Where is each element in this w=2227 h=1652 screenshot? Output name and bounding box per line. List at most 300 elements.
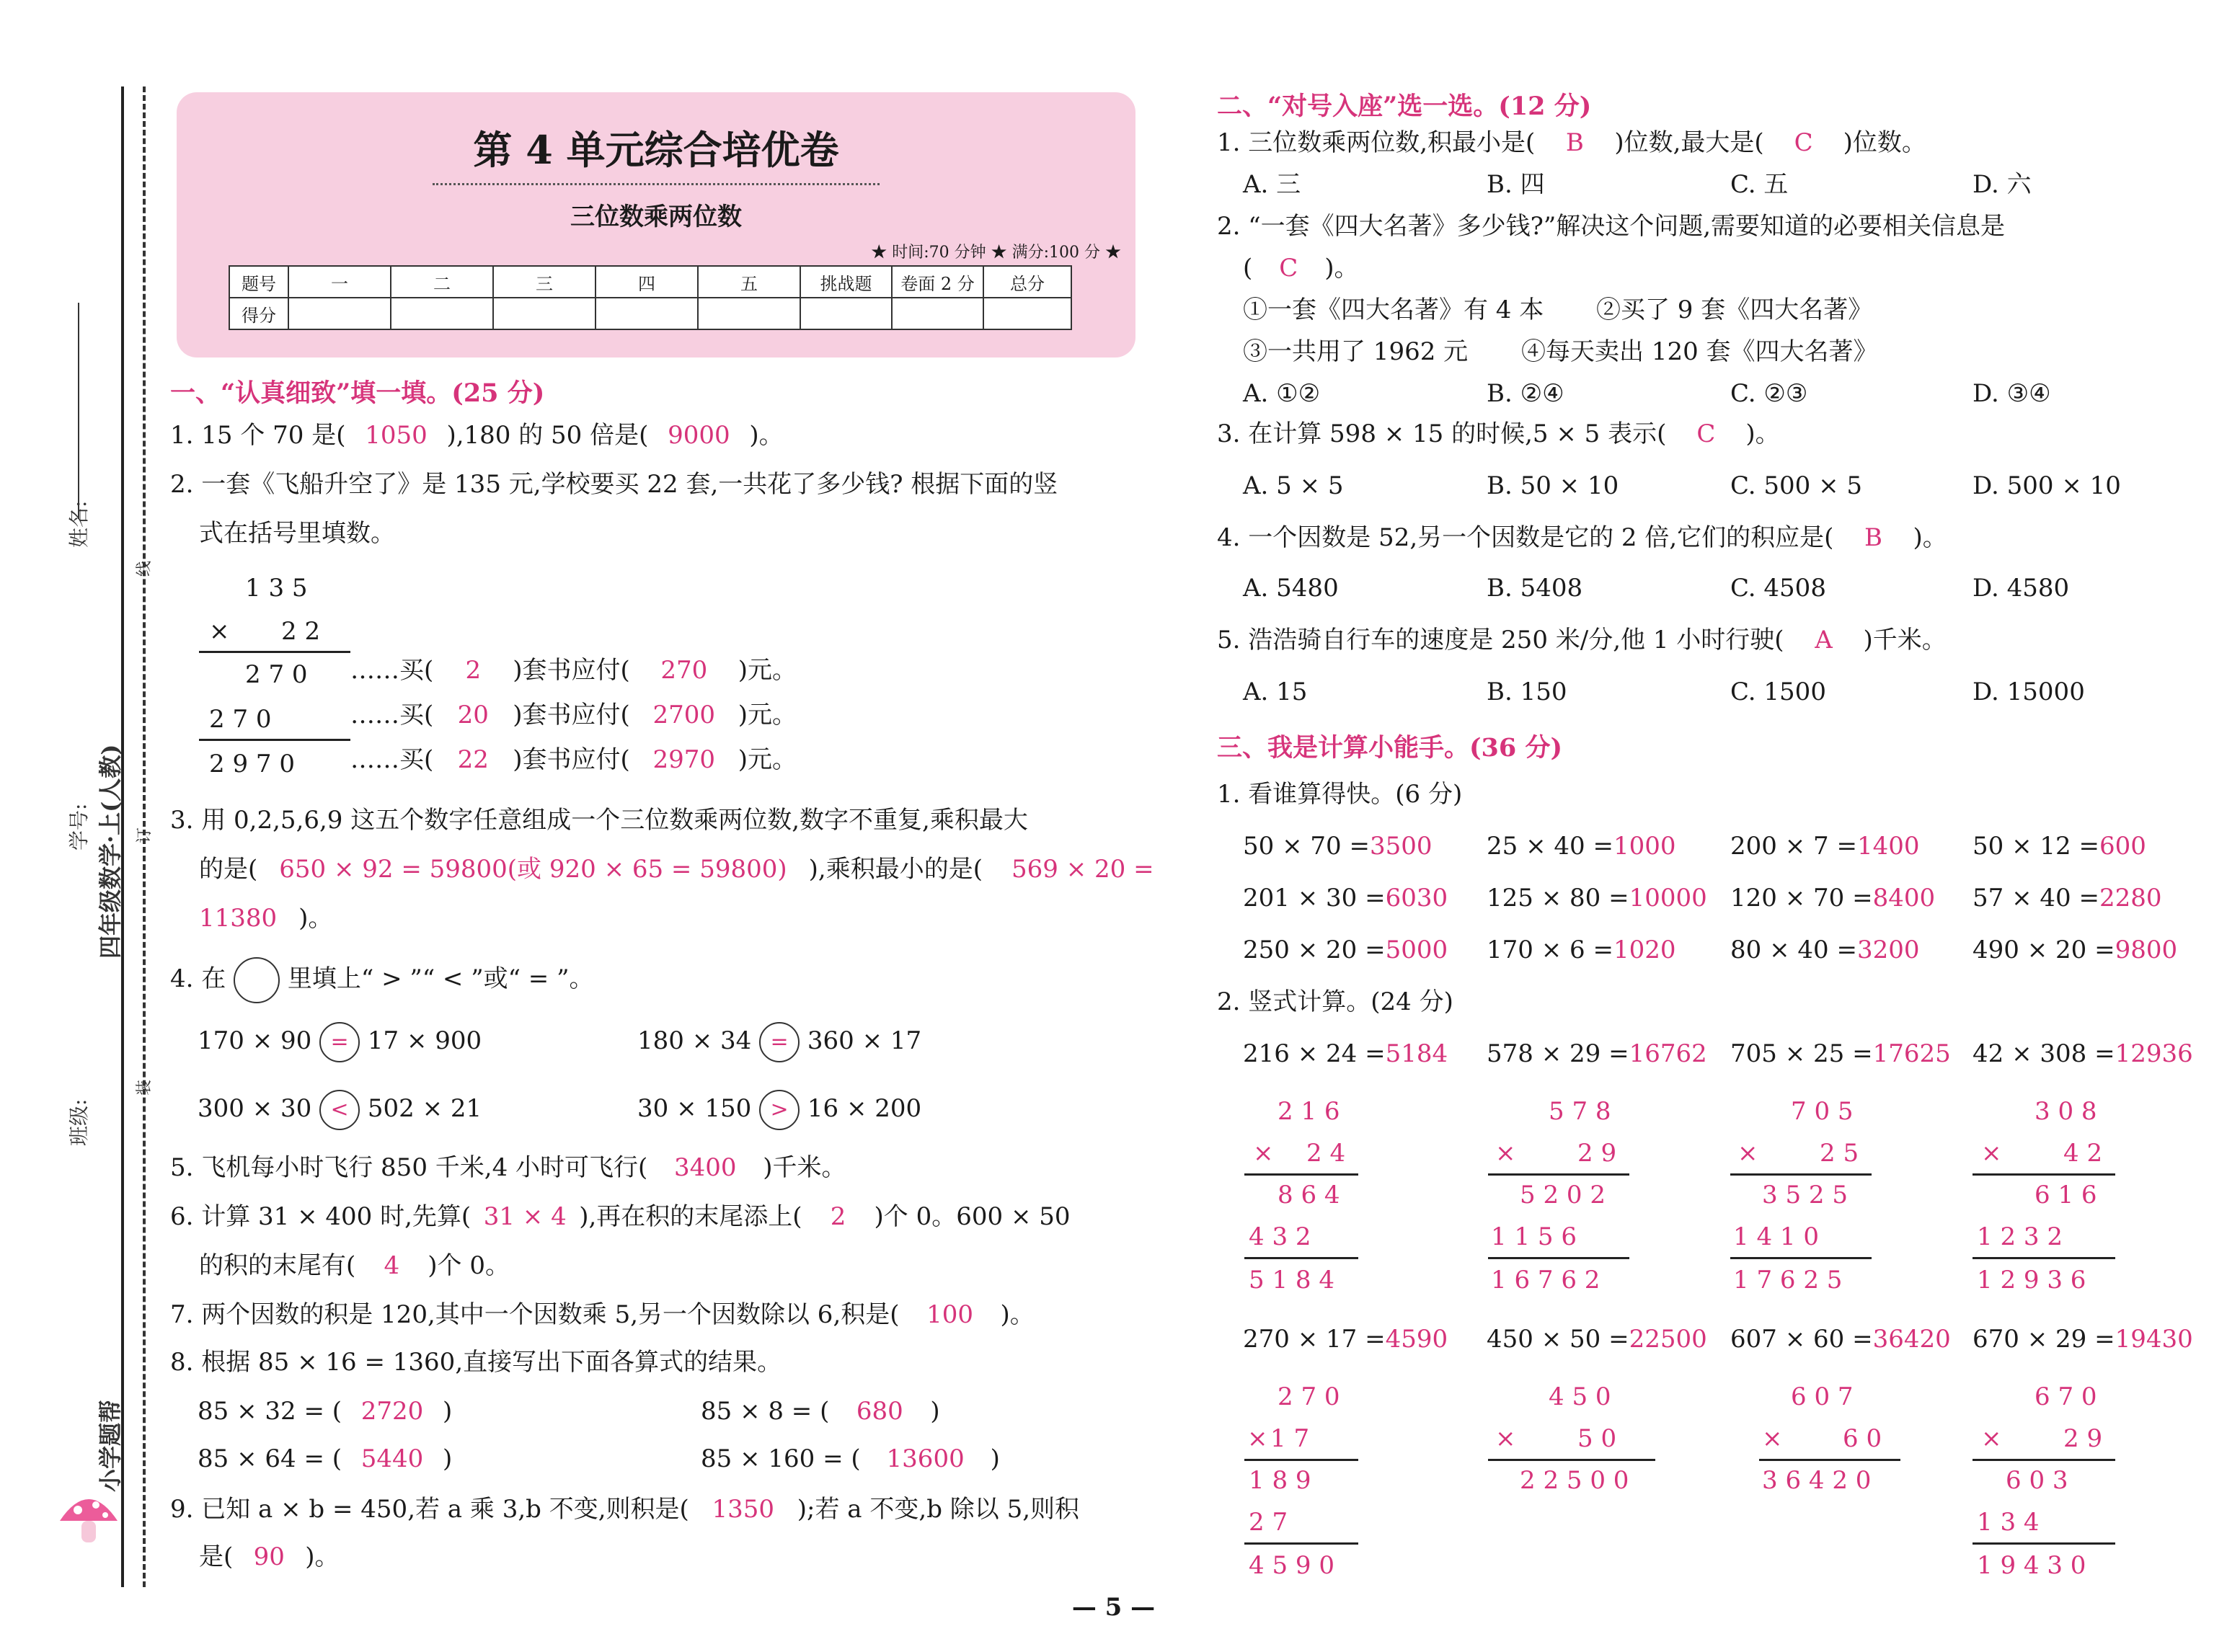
- q2-2-opt: D. ③④: [1973, 379, 2051, 408]
- margin-grade-label: 四年级数学·上(人教): [97, 744, 124, 959]
- oral-calc: [1973, 936, 2177, 965]
- q-text: ): [443, 1444, 453, 1473]
- vert-digits: 3 5 2 5: [1762, 1181, 1848, 1209]
- q1-8-e4: [701, 1444, 1000, 1474]
- answer: 1400: [1856, 832, 1920, 861]
- q2-2-opt: C. ②③: [1730, 379, 1808, 408]
- q-text: )。: [1324, 254, 1359, 283]
- vert-digits: 7 0 5: [1791, 1097, 1854, 1126]
- vert-rule: [199, 739, 350, 741]
- q2-4-opt: C. 4508: [1730, 574, 1826, 603]
- q1-4: [170, 957, 593, 1003]
- vert-times: ×: [1253, 1139, 1274, 1168]
- vert-digits: 4 5 9 0: [1249, 1551, 1334, 1580]
- q2-2-info: ②买了 9 套《四大名著》: [1596, 296, 1873, 324]
- answer: B: [1864, 523, 1882, 552]
- written-calc: [1243, 1039, 1448, 1069]
- score-cell[interactable]: [892, 298, 983, 329]
- q-text: 705 × 25 =: [1730, 1039, 1873, 1068]
- q2-2-info: ①一套《四大名著》有 4 本: [1243, 296, 1544, 324]
- q-text: 85 × 32 = (: [198, 1397, 342, 1426]
- answer: 13600: [886, 1444, 965, 1473]
- q-text: 30 × 150: [637, 1094, 752, 1123]
- answer: 31 × 4: [483, 1202, 567, 1231]
- q-text: )。: [749, 421, 784, 450]
- score-header-cell: 三: [493, 266, 596, 298]
- q2-1-opt: C. 五: [1730, 170, 1789, 199]
- vert-digits: 3 0 8: [2035, 1097, 2097, 1126]
- q-text: )元。: [738, 745, 797, 774]
- vert-digits: 5 7 8: [1549, 1097, 1611, 1126]
- q1-6-line2: [199, 1251, 510, 1281]
- score-cell[interactable]: [596, 298, 698, 329]
- vert-rule: [1759, 1459, 1900, 1461]
- q-text: )。: [298, 904, 333, 933]
- score-header-cell: 二: [391, 266, 493, 298]
- answer: 2280: [2099, 884, 2162, 912]
- answer: 1000: [1613, 832, 1676, 861]
- vert-digits: 2 2 5 0 0: [1520, 1466, 1629, 1495]
- q2-4: [1217, 523, 1947, 553]
- answer: 90: [253, 1542, 285, 1571]
- compare-answer: =: [319, 1022, 360, 1062]
- q-text: 170 × 90: [198, 1026, 312, 1055]
- q2-2-line2: [1243, 254, 1359, 283]
- q1-2-fill3: [350, 745, 797, 775]
- vert-digits: 6 0 3: [2006, 1466, 2068, 1495]
- compare-3: [198, 1090, 482, 1130]
- margin-name-label: 姓名:: [67, 500, 91, 548]
- q-text: 3. 在计算 598 × 15 的时候,5 × 5 表示(: [1217, 419, 1667, 448]
- q2-4-opt: A. 5480: [1243, 574, 1339, 603]
- q-text: 17 × 900: [367, 1026, 482, 1055]
- score-header-cell: 题号: [229, 266, 288, 298]
- q1-2-line2: 式在括号里填数。: [199, 519, 395, 548]
- answer: B: [1565, 128, 1584, 157]
- vert-digits: 6 0 7: [1791, 1382, 1854, 1411]
- vert-digits: 2 4: [1306, 1139, 1346, 1168]
- q-text: 120 × 70 =: [1730, 884, 1873, 912]
- q-text: 250 × 20 =: [1243, 936, 1386, 964]
- vert-digits: 4 3 2: [1249, 1222, 1311, 1251]
- q-text: 4. 在: [170, 964, 226, 993]
- answer: 36420: [1872, 1325, 1951, 1354]
- score-header-cell: 四: [596, 266, 698, 298]
- q-text: 16 × 200: [807, 1094, 922, 1123]
- vert-digits: 2 9: [2063, 1424, 2103, 1453]
- q1-3-line1: 3. 用 0,2,5,6,9 这五个数字任意组成一个三位数乘两位数,数字不重复,乘积最大: [170, 806, 1028, 835]
- cut-mark-bind: 装: [136, 1079, 154, 1096]
- answer: 22: [457, 745, 489, 774]
- q-text: 5. 浩浩骑自行车的速度是 250 米/分,他 1 小时行驶(: [1217, 626, 1784, 654]
- q-text: )元。: [738, 656, 797, 685]
- q-text: 1. 15 个 70 是(: [170, 421, 346, 450]
- answer: 5000: [1385, 936, 1448, 964]
- oral-calc: [1243, 936, 1448, 965]
- margin-brand: 小学题帮: [97, 1399, 124, 1492]
- vert-row2: 2 7 0: [209, 705, 272, 734]
- q1-3-line3: [199, 904, 332, 933]
- answer: 2970: [652, 745, 716, 774]
- vert-digits: 2 7: [1249, 1508, 1288, 1537]
- oral-calc: [1973, 884, 2161, 913]
- compare-4: [637, 1090, 921, 1130]
- q3-2-title: 2. 竖式计算。(24 分): [1217, 987, 1453, 1016]
- vert-digits: 8 6 4: [1278, 1181, 1340, 1209]
- q-text: )套书应付(: [513, 701, 630, 729]
- vert-times: ×: [1737, 1139, 1758, 1168]
- score-cell[interactable]: [391, 298, 493, 329]
- q2-2-opt: B. ②④: [1487, 379, 1564, 408]
- q-text: 201 × 30 =: [1243, 884, 1386, 912]
- answer: 3200: [1856, 936, 1920, 964]
- vert-rule: [1730, 1257, 1872, 1259]
- q-text: )千米。: [763, 1153, 846, 1182]
- answer: C: [1794, 128, 1813, 157]
- answer: 569 × 20 =: [1011, 855, 1154, 884]
- vert-rule: [1973, 1173, 2115, 1176]
- vert-top: 1 3 5: [245, 574, 308, 603]
- q-text: )千米。: [1863, 626, 1947, 654]
- q-text: 9. 已知 a × b = 450,若 a 乘 3,b 不变,则积是(: [170, 1495, 689, 1524]
- q1-2-fill1: [350, 656, 797, 685]
- margin-name-underline: [78, 303, 79, 519]
- exam-header: [177, 92, 1135, 358]
- vert-digits: 2 5: [1820, 1139, 1859, 1168]
- title-divider: [433, 183, 880, 185]
- q-text: 578 × 29 =: [1487, 1039, 1629, 1068]
- q-text: 490 × 20 =: [1973, 936, 2115, 964]
- answer: 6030: [1385, 884, 1448, 912]
- vert-digits: 3 6 4 2 0: [1762, 1466, 1872, 1495]
- margin-id-label: 学号:: [67, 803, 91, 851]
- answer: 11380: [199, 904, 278, 933]
- exam-subtitle: 三位数乘两位数: [570, 203, 742, 231]
- answer: 9000: [668, 421, 730, 450]
- answer: 4: [384, 1251, 400, 1280]
- score-header-cell: 挑战题: [800, 266, 892, 298]
- vert-rule: [1973, 1459, 2115, 1461]
- vert-times: ×: [1762, 1424, 1783, 1453]
- vert-times: ×: [1981, 1424, 2002, 1453]
- q-text: 里填上“ > ”“ < ”或“ = ”。: [287, 964, 594, 993]
- vert-digits: 1 2 3 2: [1977, 1222, 2063, 1251]
- q-text: )个 0。: [428, 1251, 510, 1280]
- q-text: ……买(: [350, 656, 434, 685]
- written-calc: [1730, 1039, 1951, 1069]
- section-1-title: 一、“认真细致”填一填。(25 分): [170, 378, 545, 408]
- compare-1: [198, 1022, 482, 1062]
- q-text: 5. 飞机每小时飞行 850 千米,4 小时可飞行(: [170, 1153, 648, 1182]
- answer: 3400: [674, 1153, 737, 1182]
- margin-class-label: 班级:: [67, 1098, 91, 1146]
- q-text: )位数,最大是(: [1614, 128, 1764, 157]
- vert-digits: 2 9: [1577, 1139, 1617, 1168]
- answer: 5184: [1385, 1039, 1448, 1068]
- q2-5-opt: B. 150: [1487, 678, 1567, 706]
- mushroom-logo: [56, 1485, 121, 1550]
- q-text: ……买(: [350, 745, 434, 774]
- q2-3-opt: D. 500 × 10: [1973, 471, 2121, 500]
- score-cell[interactable]: [800, 298, 892, 329]
- q1-2-fill2: [350, 701, 797, 730]
- q-text: )套书应付(: [513, 745, 630, 774]
- cut-mark-staple: 订: [136, 827, 154, 843]
- vert-digits: 1 7: [1270, 1424, 1310, 1453]
- score-table: [229, 265, 1072, 330]
- q-text: )位数。: [1843, 128, 1926, 157]
- oral-calc: [1243, 832, 1432, 861]
- q-text: 1. 三位数乘两位数,积最小是(: [1217, 128, 1536, 157]
- vert-digits: 4 2: [2063, 1139, 2103, 1168]
- q-text: )。: [1000, 1300, 1035, 1329]
- vert-rule: [1244, 1257, 1358, 1259]
- vert-digits: 1 6 7 6 2: [1491, 1266, 1600, 1294]
- vert-digits: 5 1 8 4: [1249, 1266, 1334, 1294]
- vert-rule: [1244, 1459, 1358, 1461]
- q1-2-line1: 2. 一套《飞船升空了》是 135 元,学校要买 22 套,一共花了多少钱? 根据下面的竖: [170, 470, 1058, 499]
- answer: 3500: [1369, 832, 1433, 861]
- answer: 600: [2099, 832, 2146, 861]
- vert-row1: 2 7 0: [245, 660, 308, 689]
- compare-answer: =: [759, 1022, 800, 1062]
- answer: 270: [660, 656, 708, 685]
- answer: 1350: [712, 1495, 775, 1524]
- score-cell[interactable]: [698, 298, 800, 329]
- q-text: 360 × 17: [807, 1026, 922, 1055]
- vert-digits: 5 0: [1577, 1424, 1617, 1453]
- vert-digits: 1 8 9: [1249, 1466, 1311, 1495]
- vert-times: ×: [209, 617, 230, 646]
- q-text: 50 × 70 =: [1243, 832, 1370, 861]
- score-cell[interactable]: [493, 298, 596, 329]
- vert-digits: 1 1 5 6: [1491, 1222, 1577, 1251]
- q-text: 216 × 24 =: [1243, 1039, 1386, 1068]
- page-number: — 5 —: [1071, 1593, 1156, 1622]
- q2-5-opt: C. 1500: [1730, 678, 1826, 706]
- q1-6-line1: [170, 1202, 1071, 1232]
- oral-calc: [1730, 936, 1919, 965]
- q-text: )。: [1913, 523, 1947, 552]
- q1-1: [170, 421, 784, 450]
- written-calc: [1243, 1325, 1448, 1354]
- binding-margin: [0, 0, 155, 1652]
- vert-digits: 1 3 4: [1977, 1508, 2040, 1537]
- q1-3-line2: [199, 855, 1154, 884]
- score-header-cell: 总分: [983, 266, 1071, 298]
- score-header-cell: 五: [698, 266, 800, 298]
- oral-calc: [1487, 884, 1707, 913]
- written-calc: [1973, 1325, 2193, 1354]
- q-text: )。: [305, 1542, 340, 1571]
- answer: A: [1815, 626, 1833, 654]
- answer: 16762: [1629, 1039, 1707, 1068]
- vert-rule: [1973, 1257, 2115, 1259]
- q2-1-opt: D. 六: [1973, 170, 2032, 199]
- q-text: );若 a 不变,b 除以 5,则积: [797, 1495, 1080, 1524]
- q-text: ): [443, 1397, 453, 1426]
- answer: 22500: [1629, 1325, 1707, 1354]
- q-text: )元。: [738, 701, 797, 729]
- q1-8: 8. 根据 85 × 16 = 1360,直接写出下面各算式的结果。: [170, 1348, 782, 1377]
- q-text: 85 × 160 = (: [701, 1444, 861, 1473]
- oral-calc: [1730, 884, 1935, 913]
- q-text: 502 × 21: [367, 1094, 482, 1123]
- vert-digits: 6 0: [1843, 1424, 1882, 1453]
- q-text: 85 × 64 = (: [198, 1444, 342, 1473]
- q2-4-opt: B. 5408: [1487, 574, 1583, 603]
- answer: 680: [856, 1397, 903, 1426]
- q-text: 670 × 29 =: [1973, 1325, 2115, 1354]
- vert-rule: [1244, 1173, 1358, 1176]
- answer: 1020: [1613, 936, 1676, 964]
- q2-5-opt: D. 15000: [1973, 678, 2085, 706]
- vert-rule: [1488, 1257, 1629, 1259]
- score-header-cell: 一: [288, 266, 391, 298]
- oral-calc: [1243, 884, 1448, 913]
- score-header-cell: 卷面 2 分: [892, 266, 983, 298]
- compare-2: [637, 1022, 921, 1062]
- oral-calc: [1487, 832, 1675, 861]
- written-calc: [1487, 1039, 1707, 1069]
- vert-digits: 1 9 4 3 0: [1977, 1551, 2086, 1580]
- q-text: 180 × 34: [637, 1026, 752, 1055]
- vert-second: 2 2: [281, 617, 321, 646]
- score-header-row: [229, 266, 1071, 298]
- answer: 10000: [1629, 884, 1707, 912]
- q-text: 607 × 60 =: [1730, 1325, 1873, 1354]
- answer: 9800: [2115, 936, 2178, 964]
- vert-times: ×: [1495, 1139, 1516, 1168]
- q1-8-e3: [198, 1444, 452, 1474]
- answer: 19430: [2115, 1325, 2193, 1354]
- compare-answer: >: [759, 1090, 800, 1130]
- answer: 100: [926, 1300, 973, 1329]
- vert-rule: [1488, 1173, 1629, 1176]
- written-calc: [1730, 1325, 1951, 1354]
- q2-2-info: ④每天卖出 120 套《四大名著》: [1521, 337, 1878, 366]
- oral-calc: [1730, 832, 1919, 861]
- q2-2-opt: A. ①②: [1243, 379, 1321, 408]
- q-text: )。: [1745, 419, 1780, 448]
- q2-1-opt: A. 三: [1243, 170, 1301, 199]
- q2-3-opt: B. 50 × 10: [1487, 471, 1619, 500]
- q2-3-opt: A. 5 × 5: [1243, 471, 1344, 500]
- exam-meta: ★ 时间:70 分钟 ★ 满分:100 分 ★: [871, 244, 1121, 262]
- q-text: (: [1243, 254, 1253, 283]
- oral-calc: [1973, 832, 2146, 861]
- q-text: ……买(: [350, 701, 434, 729]
- q-text: )个 0。600 × 50: [874, 1202, 1071, 1231]
- vert-times: ×: [1981, 1139, 2002, 1168]
- q1-8-e1: [198, 1397, 452, 1426]
- answer: 650 × 92 = 59800(或 920 × 65 = 59800): [279, 855, 787, 884]
- section-3-title: 三、我是计算小能手。(36 分): [1217, 733, 1563, 763]
- answer: 2: [830, 1202, 846, 1231]
- vert-digits: 6 7 0: [2035, 1382, 2097, 1411]
- q2-2-line1: 2. “一套《四大名著》多少钱?”解决这个问题,需要知道的必要相关信息是: [1217, 212, 2006, 241]
- blank-circle-icon: [234, 957, 280, 1003]
- vert-digits: 1 2 9 3 6: [1977, 1266, 2086, 1294]
- q2-4-opt: D. 4580: [1973, 574, 2070, 603]
- vert-digits: 1 7 6 2 5: [1733, 1266, 1843, 1294]
- q-text: 7. 两个因数的积是 120,其中一个因数乘 5,另一个因数除以 6,积是(: [170, 1300, 900, 1329]
- cut-mark-line: 线: [136, 560, 154, 577]
- q-text: )套书应付(: [513, 656, 630, 685]
- q-text: ),乘积最小的是(: [808, 855, 983, 884]
- q-text: 85 × 8 = (: [701, 1397, 830, 1426]
- q-text: 200 × 7 =: [1730, 832, 1857, 861]
- q-text: 80 × 40 =: [1730, 936, 1857, 964]
- score-value-row: [229, 298, 1071, 329]
- q-text: 25 × 40 =: [1487, 832, 1613, 861]
- q1-9-line1: [170, 1495, 1079, 1524]
- vert-digits: 2 7 0: [1278, 1382, 1340, 1411]
- vert-digits: 5 2 0 2: [1520, 1181, 1606, 1209]
- q3-1-title: 1. 看谁算得快。(6 分): [1217, 780, 1463, 809]
- q2-2-info: ③一共用了 1962 元: [1243, 337, 1469, 366]
- answer: 5440: [360, 1444, 424, 1473]
- q2-1-opt: B. 四: [1487, 170, 1545, 199]
- written-calc: [1487, 1325, 1707, 1354]
- q2-3: [1217, 419, 1780, 449]
- q-text: 4. 一个因数是 52,另一个因数是它的 2 倍,它们的积应是(: [1217, 523, 1834, 552]
- q-text: ),180 的 50 倍是(: [446, 421, 649, 450]
- q-text: 是(: [199, 1542, 234, 1571]
- vert-rule: [1730, 1173, 1872, 1176]
- q-text: 的是(: [199, 855, 258, 884]
- vert-rule: [1973, 1542, 2115, 1545]
- q1-7: [170, 1300, 1035, 1330]
- q-text: 50 × 12 =: [1973, 832, 2099, 861]
- q-text: 300 × 30: [198, 1094, 312, 1123]
- answer: 17625: [1872, 1039, 1951, 1068]
- answer: 2720: [360, 1397, 424, 1426]
- written-calc: [1973, 1039, 2193, 1069]
- vert-rule: [1244, 1542, 1358, 1545]
- score-cell[interactable]: [288, 298, 391, 329]
- score-cell[interactable]: [983, 298, 1071, 329]
- vert-rule: [1488, 1459, 1655, 1461]
- q-text: 57 × 40 =: [1973, 884, 2099, 912]
- q-text: ): [990, 1444, 1000, 1473]
- q-text: 125 × 80 =: [1487, 884, 1629, 912]
- q2-5: [1217, 626, 1947, 655]
- q2-5-opt: A. 15: [1243, 678, 1308, 706]
- q-text: 450 × 50 =: [1487, 1325, 1629, 1354]
- vert-digits: 2 1 6: [1278, 1097, 1340, 1126]
- answer: 2700: [652, 701, 716, 729]
- vert-digits: 1 4 1 0: [1733, 1222, 1819, 1251]
- q-text: ),再在积的末尾添上(: [579, 1202, 802, 1231]
- answer: 1050: [365, 421, 428, 450]
- q-text: 42 × 308 =: [1973, 1039, 2115, 1068]
- answer: 2: [465, 656, 482, 685]
- q1-9-line2: [199, 1542, 340, 1572]
- q-text: 的积的末尾有(: [199, 1251, 356, 1280]
- vert-digits: 4 5 0: [1549, 1382, 1611, 1411]
- section-2-title: 二、“对号入座”选一选。(12 分): [1217, 92, 1592, 121]
- answer: 20: [457, 701, 489, 729]
- q-text: 6. 计算 31 × 400 时,先算(: [170, 1202, 471, 1231]
- oral-calc: [1487, 936, 1675, 965]
- vert-row3: 2 9 7 0: [209, 750, 295, 778]
- q1-8-e2: [701, 1397, 940, 1426]
- exam-title: 第 4 单元综合培优卷: [473, 127, 839, 173]
- answer: C: [1279, 254, 1298, 283]
- vert-rule: [199, 651, 350, 653]
- answer: 4590: [1385, 1325, 1448, 1354]
